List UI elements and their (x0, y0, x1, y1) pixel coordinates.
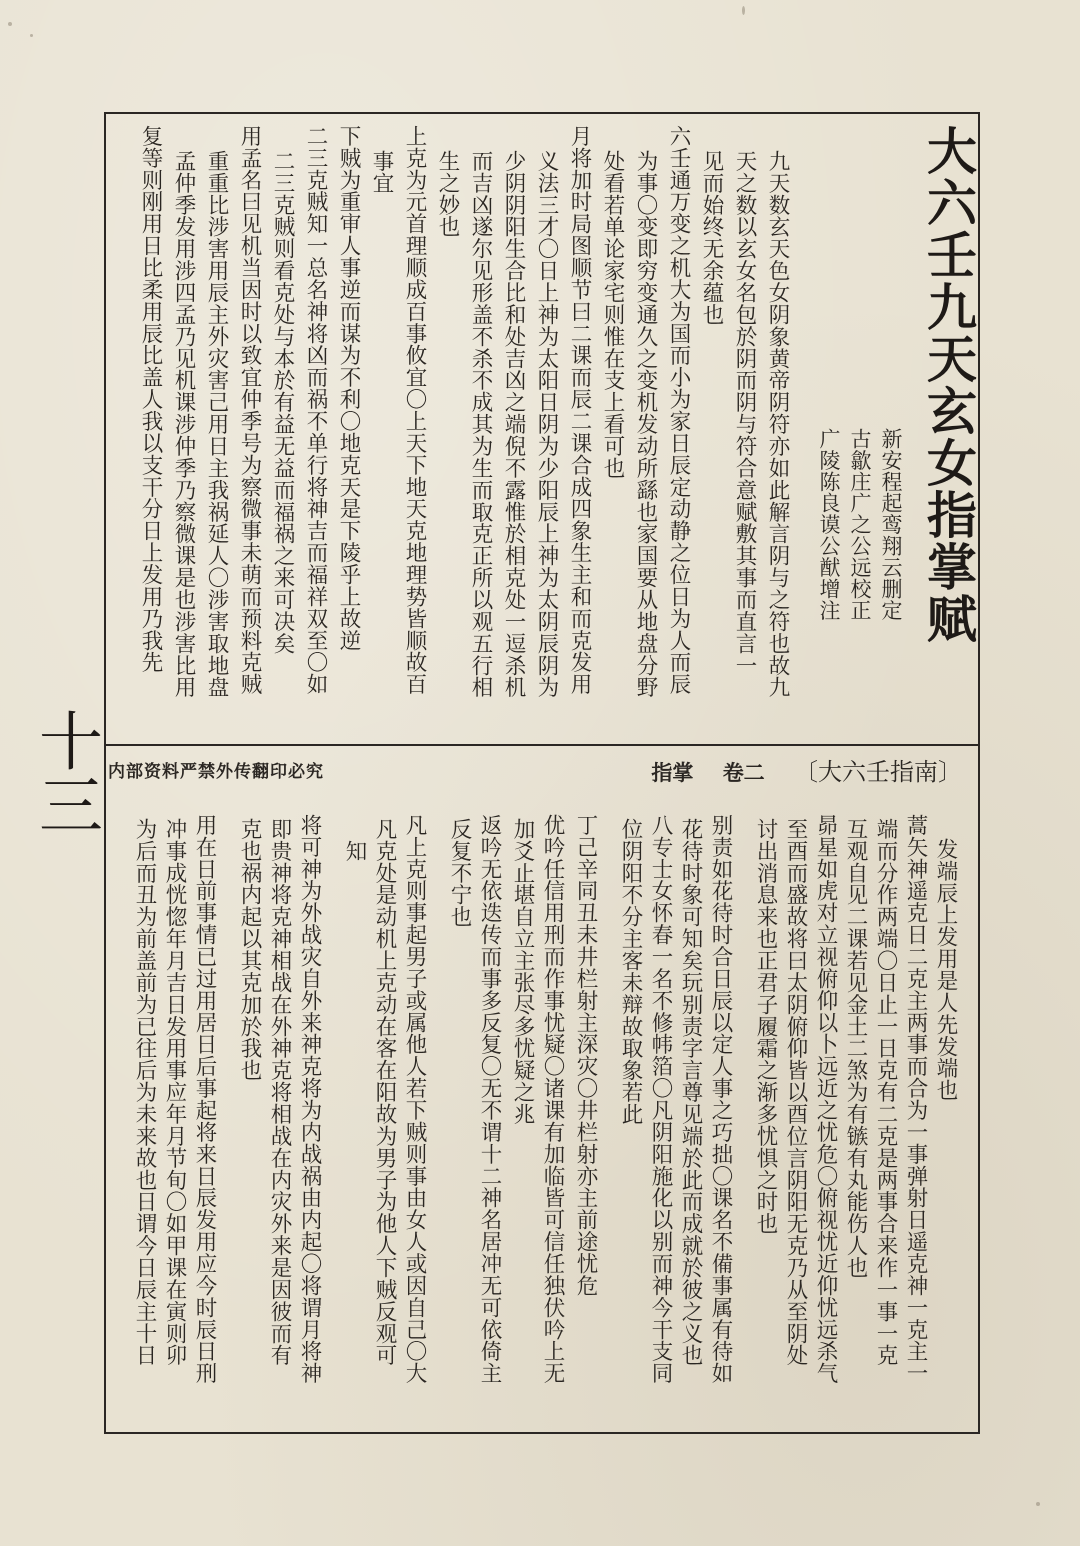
text-column: 二三克贼知一总名神将凶而祸不单行将神吉而福祥双至〇如 (303, 125, 328, 696)
paper-speck (1036, 1502, 1040, 1506)
text-column: 八专士女怀春一名不修帏箔〇凡阴阳施化以别而神今干支同 (648, 814, 673, 1385)
text-column: 端而分作两端〇日止一日克有二克是两事合来作一事一克 (873, 818, 898, 1367)
text-column: 事宜 (369, 150, 394, 194)
text-column: 蒿矢神遥克日二克主两事而合为一事弹射日遥克神一克主一 (903, 814, 928, 1385)
page-number: 十三 (28, 708, 102, 836)
middle-divider (104, 744, 978, 746)
text-column: 为后而丑为前盖前为已往后为未来故也日谓今日辰主十日 (132, 818, 157, 1367)
text-column: 月将加时局图顺节曰二课而辰二课合成四象生主和而克发用 (567, 125, 592, 696)
text-column: 见而始终无余蕴也 (699, 150, 724, 326)
text-column: 孟仲季发用涉四孟乃见机课涉仲季乃察微课是也涉害比用 (171, 150, 196, 699)
text-column: 用孟名曰见机当因时以致宜仲季号为察微事未萌而预料克贼 (237, 125, 262, 696)
text-column: 处看若单论家宅则惟在支上看可也 (600, 150, 625, 479)
credit-line: 新安程起鸾翔云删定 (879, 428, 903, 621)
text-column: 上克为元首理顺成百事攸宜〇上天下地天克地理势皆顺故百 (402, 125, 427, 696)
paper-speck (742, 6, 745, 15)
paper-speck (30, 34, 33, 37)
text-column: 生之妙也 (435, 150, 460, 238)
text-column: 重重比涉害用辰主外灾害己用日主我祸延人〇涉害取地盘 (204, 150, 229, 699)
text-column: 克也祸内起以其克加於我也 (237, 818, 262, 1082)
text-column: 凡上克则事起男子或属他人若下贼则事由女人或因自己〇大 (402, 814, 427, 1385)
text-column: 用在日前事情已过用居日后事起将来日辰发用应今时辰日刑 (192, 814, 217, 1385)
text-column: 将可神为外战灾自外来神克将为内战祸由内起〇将谓月将神 (297, 814, 322, 1385)
text-column: 优吟任信用刑而作事忧疑〇诸课有加临皆可信任独伏吟上无 (540, 814, 565, 1385)
text-column: 九天数玄天色女阴象黄帝阴符亦如此解言阴与之符也故九 (765, 150, 790, 699)
text-column: 六壬通万变之机大为国而小为家日辰定动静之位日为人而辰 (666, 125, 691, 696)
text-column: 少阴阴阳生合比和处吉凶之端倪不露惟於相克处一逗杀机 (501, 150, 526, 699)
text-column: 至酉而盛故将曰太阴俯仰皆以酉位言阴阳无克乃从至阴处 (783, 818, 808, 1367)
credit-line: 广陵陈良谟公猷增注 (817, 428, 841, 621)
running-header (629, 752, 962, 787)
credit-line: 古歙庄广之公远校正 (848, 428, 872, 621)
text-column: 义法三才〇日上神为太阳日阴为少阳辰上神为太阴辰阴为 (534, 150, 559, 699)
text-column: 天之数以玄女名包於阴而阴与符合意赋敷其事而直言一 (732, 150, 757, 677)
text-column: 二三克贼则看克处与本於有益无益而福祸之来可决矣 (270, 150, 295, 655)
text-column: 丁己辛同丑未井栏射主深灾〇井栏射亦主前途忧危 (573, 814, 598, 1297)
page-title: 大六壬九天玄女指掌赋 (919, 125, 977, 645)
text-column: 知 (342, 840, 367, 862)
text-column: 为事〇变即穷变通久之变机发动所繇也家国要从地盘分野 (633, 150, 658, 699)
text-column: 反复不宁也 (447, 818, 472, 928)
text-column: 讨出消息来也正君子履霜之渐多忧惧之时也 (753, 818, 778, 1235)
text-column: 凡克处是动机上克动在客在阳故为男子为他人下贼反观可 (372, 818, 397, 1367)
text-column: 花待时象可知矣玩别责字言尊见端於此而成就於彼之义也 (678, 818, 703, 1367)
copyright-notice: 内部资料严禁外传翻印必究 (108, 762, 324, 782)
text-column: 昴星如虎对立视俯仰以卜远近之忧危〇俯视忧近仰忧远杀气 (813, 814, 838, 1385)
paper-speck (8, 22, 12, 26)
text-column: 位阴阳不分主客未辩故取象若此 (618, 818, 643, 1126)
series-label: 〔大六壬指南〕 (794, 758, 962, 786)
text-column: 返吟无依迭传而事多反复〇无不谓十二神名居冲无可依倚主 (477, 814, 502, 1385)
text-column: 下贼为重审人事逆而谋为不利〇地克天是下陵乎上故逆 (336, 125, 361, 652)
text-column: 即贵神将克神相战在外神克将相战在内灾外来是因彼而有 (267, 818, 292, 1367)
text-column: 加爻止堪自立主张尽多忧疑之兆 (510, 818, 535, 1126)
text-column: 而吉凶遂尔见形盖不杀不成其为生而取克正所以观五行相 (468, 150, 493, 699)
text-column: 互观自见二课若见金土二煞为有镞有丸能伤人也 (843, 818, 868, 1279)
text-column: 冲事成恍惚年月吉日发用事应年月节旬〇如甲课在寅则卯 (162, 818, 187, 1367)
text-column: 发端辰上发用是人先发端也 (933, 838, 958, 1102)
volume-label: 卷二 (722, 761, 765, 785)
text-column: 别责如花待时合日辰以定人事之巧拙〇课名不備事属有待如 (708, 814, 733, 1385)
section-label: 指掌 (651, 761, 694, 785)
text-column: 复等则刚用日比柔用辰比盖人我以支干分日上发用乃我先 (138, 125, 163, 674)
